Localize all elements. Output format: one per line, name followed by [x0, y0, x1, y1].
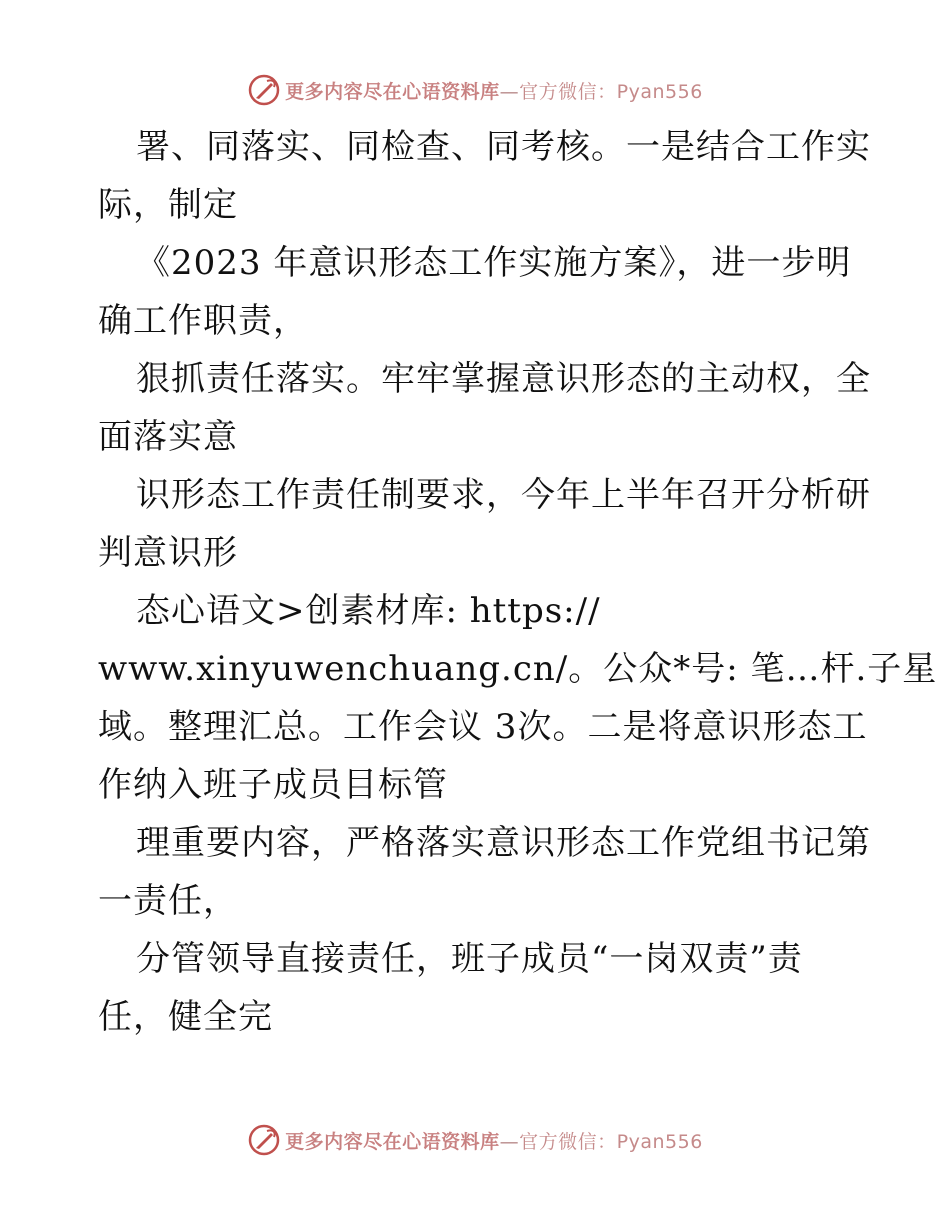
- text-line: 面落实意: [98, 417, 238, 457]
- text-line: 识形态工作责任制要求，今年上半年召开分析研: [136, 475, 871, 515]
- watermark-contact: 官方微信：Pyan556: [519, 80, 703, 103]
- text-line: 《2023 年意识形态工作实施方案》，进一步明: [136, 243, 852, 283]
- footer-watermark: [0, 1120, 950, 1160]
- text-line: 理重要内容，严格落实意识形态工作党组书记第: [136, 823, 871, 863]
- text-line: 狠抓责任落实。牢牢掌握意识形态的主动权，全: [136, 359, 871, 399]
- text-line: 任，健全完: [98, 997, 273, 1037]
- watermark-site-name: 更多内容尽在心语资料库: [285, 80, 500, 103]
- text-line: 判意识形: [98, 533, 238, 573]
- text-line: 分管领导直接责任，班子成员“一岗双责”责: [136, 939, 803, 979]
- text-line: 态心语文>创素材库: https://: [136, 591, 601, 631]
- header-watermark: [0, 70, 950, 110]
- text-line: www.xinyuwenchuang.cn/。公众*号: 笔…杆.子星: [98, 649, 938, 689]
- text-line: 署、同落实、同检查、同考核。一是结合工作实: [136, 127, 871, 167]
- text-line: 域。整理汇总。工作会议 3次。二是将意识形态工: [98, 707, 868, 747]
- watermark-dash: —: [499, 80, 520, 103]
- watermark-text: [285, 77, 703, 104]
- text-line: 作纳入班子成员目标管: [98, 765, 448, 805]
- text-line: 际，制定: [98, 185, 238, 225]
- watermark-dash: —: [499, 1130, 520, 1153]
- text-line: 确工作职责，: [98, 301, 308, 341]
- document-body: [98, 118, 938, 1046]
- watermark-site-name: 更多内容尽在心语资料库: [285, 1130, 500, 1153]
- quill-logo-icon: [247, 1123, 281, 1157]
- watermark-text: [285, 1127, 703, 1154]
- watermark-contact: 官方微信：Pyan556: [519, 1130, 703, 1153]
- quill-logo-icon: [247, 73, 281, 107]
- text-line: 一责任，: [98, 881, 238, 921]
